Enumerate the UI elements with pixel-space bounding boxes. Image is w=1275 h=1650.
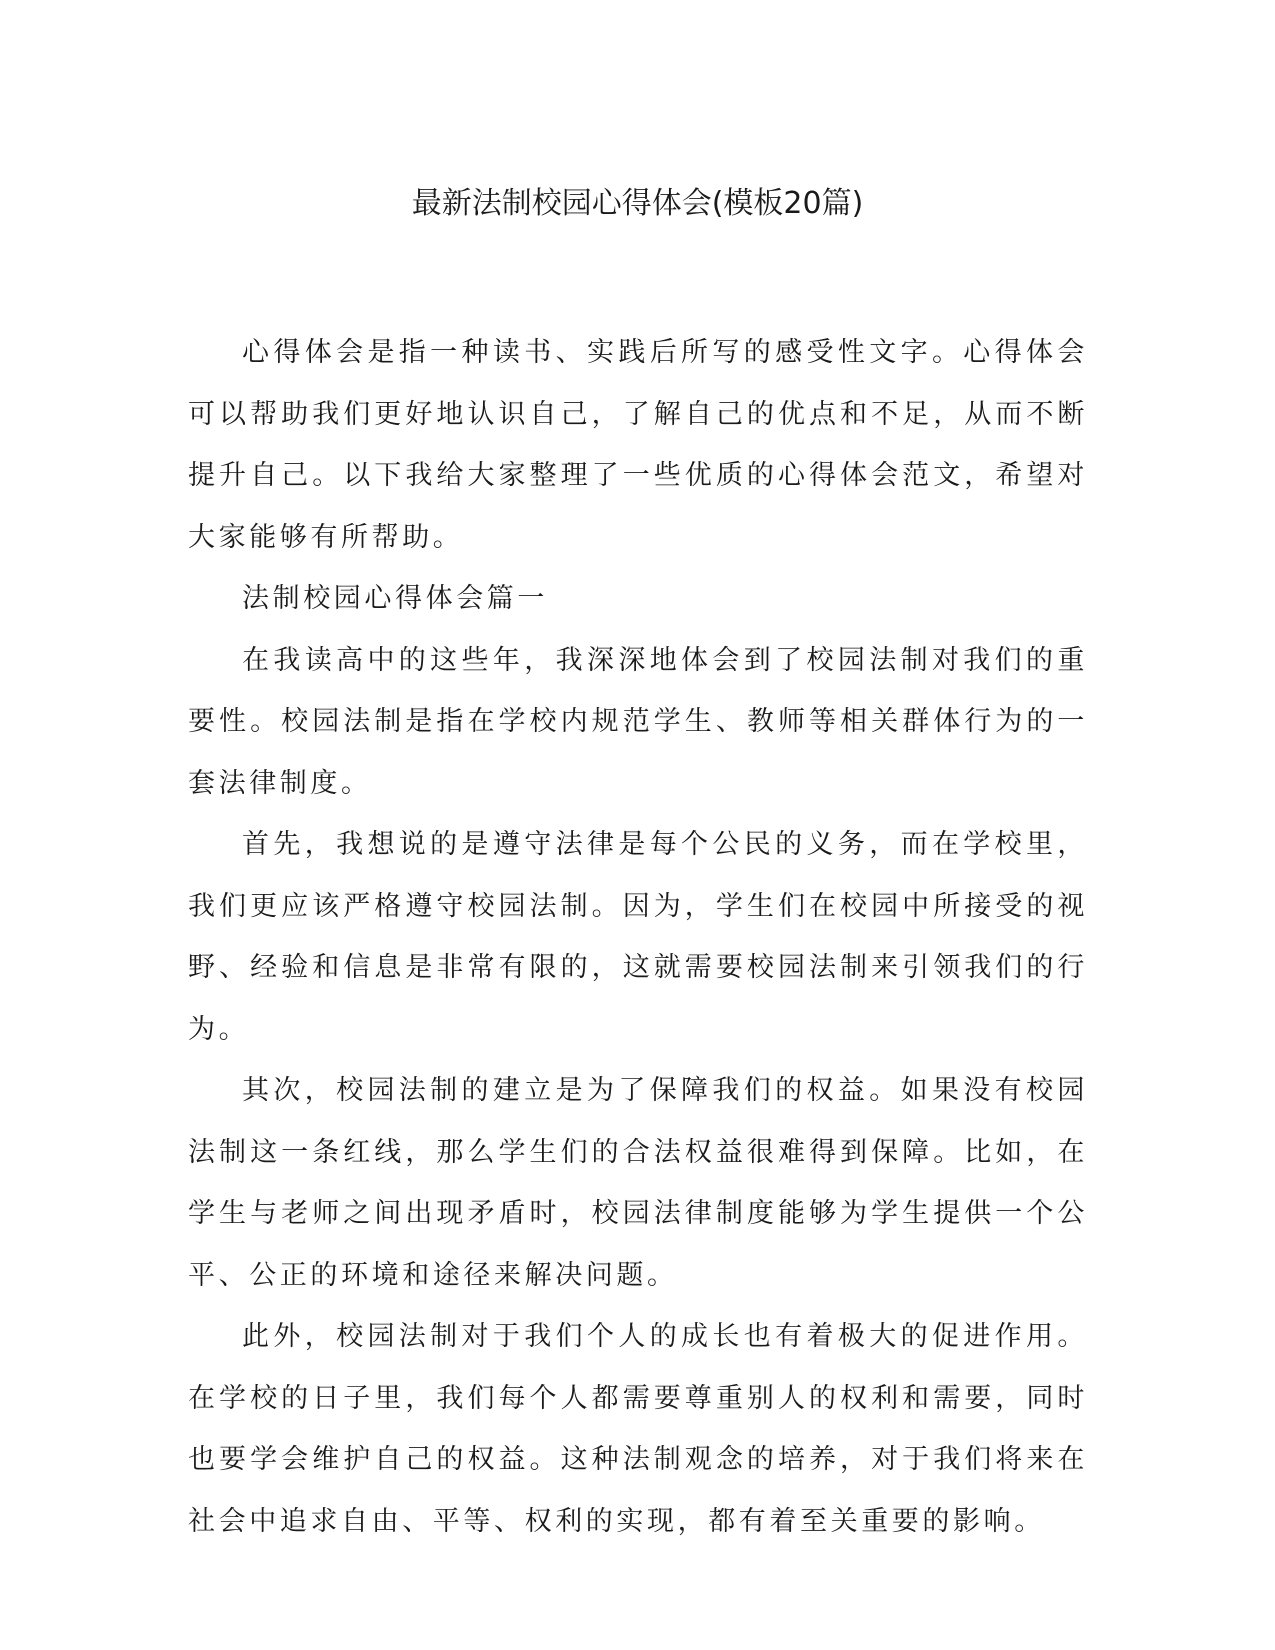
- intro-paragraph: 心得体会是指一种读书、实践后所写的感受性文字。心得体会可以帮助我们更好地认识自己，了解自己的优点和不足，从而不断提升自己。以下我给大家整理了一些优质的心得体会范文，希望对大家能够有所帮助。: [188, 337, 1088, 553]
- body-paragraph: 此外，校园法制对于我们个人的成长也有着极大的促进作用。在学校的日子里，我们每个人都需要尊重别人的权利和需要，同时也要学会维护自己的权益。这种法制观念的培养，对于我们将来在社会中追求自由、平等、权利的实现，都有着至关重要的影响。: [188, 1321, 1088, 1537]
- document-title: 最新法制校园心得体会(模板20篇): [411, 186, 864, 221]
- body-paragraph: 首先，我想说的是遵守法律是每个公民的义务，而在学校里，我们更应该严格遵守校园法制。因为，学生们在校园中所接受的视野、经验和信息是非常有限的，这就需要校园法制来引领我们的行为。: [188, 829, 1088, 1045]
- section-heading: 法制校园心得体会篇一: [242, 583, 548, 614]
- document-body: [188, 322, 1088, 1552]
- body-paragraph: 其次，校园法制的建立是为了保障我们的权益。如果没有校园法制这一条红线，那么学生们的合法权益很难得到保障。比如，在学生与老师之间出现矛盾时，校园法律制度能够为学生提供一个公平、公正的环境和途径来解决问题。: [188, 1075, 1088, 1291]
- body-paragraph: 在我读高中的这些年，我深深地体会到了校园法制对我们的重要性。校园法制是指在学校内规范学生、教师等相关群体行为的一套法律制度。: [188, 644, 1088, 799]
